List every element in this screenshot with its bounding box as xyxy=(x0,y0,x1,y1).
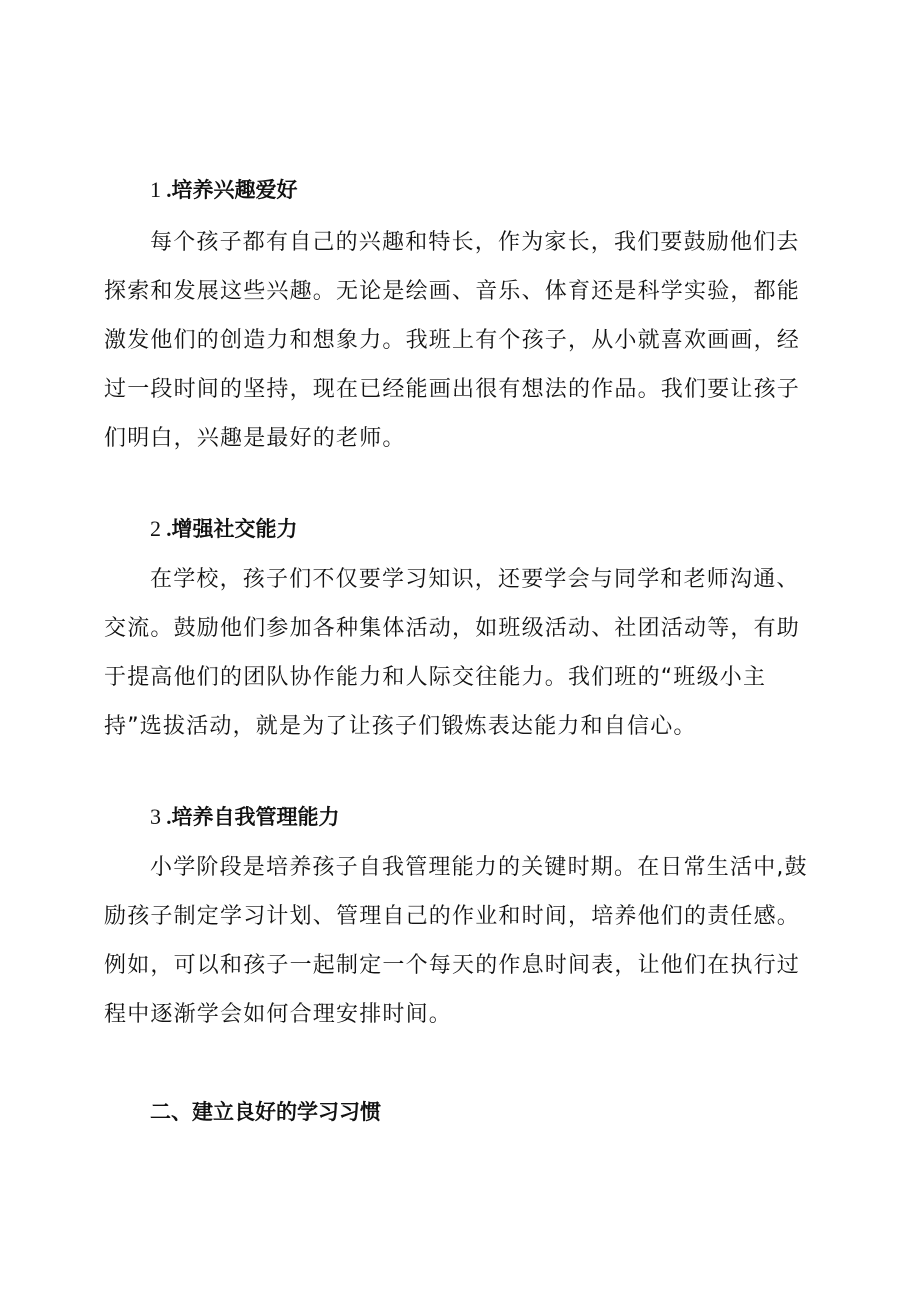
section-1-title: 培养兴趣爱好 xyxy=(171,178,298,202)
section-3-paragraph xyxy=(104,843,824,1039)
paragraph-line: 持”选拔活动，就是为了让孩子们锻炼表达能力和自信心。 xyxy=(104,714,697,739)
paragraph-line: 过一段时间的坚持，现在已经能画出很有想法的作品。我们要让孩子 xyxy=(104,377,801,402)
section-2-paragraph xyxy=(104,555,824,751)
section-1-number: 1 xyxy=(150,177,161,202)
chapter-heading: 二、建立良好的学习习惯 xyxy=(150,1100,381,1124)
section-3-title: 培养自我管理能力 xyxy=(171,805,340,829)
paragraph-line: 在学校，孩子们不仅要学习知识，还要学会与同学和老师沟通、 xyxy=(150,567,800,592)
section-2-separator: . xyxy=(161,517,172,541)
paragraph-line: 激发他们的创造力和想象力。我班上有个孩子，从小就喜欢画画，经 xyxy=(104,328,801,353)
paragraph-line: 程中逐渐学会如何合理安排时间。 xyxy=(104,1002,453,1027)
section-3-heading xyxy=(150,802,340,832)
paragraph-line: 小学阶段是培养孩子自我管理能力的关键时期。在日常生活中,鼓 xyxy=(150,855,808,880)
paragraph-line: 于提高他们的团队协作能力和人际交往能力。我们班的“班级小主 xyxy=(104,665,767,690)
section-3-separator: . xyxy=(161,805,172,829)
paragraph-line: 们明白，兴趣是最好的老师。 xyxy=(104,426,406,451)
section-1-heading xyxy=(150,175,298,205)
paragraph-line: 每个孩子都有自己的兴趣和特长，作为家长，我们要鼓励他们去 xyxy=(150,230,800,255)
paragraph-line: 探索和发展这些兴趣。无论是绘画、音乐、体育还是科学实验，都能 xyxy=(104,279,801,304)
section-2-heading xyxy=(150,514,298,544)
paragraph-line: 励孩子制定学习计划、管理自己的作业和时间，培养他们的责任感。 xyxy=(104,904,801,929)
paragraph-line: 交流。鼓励他们参加各种集体活动，如班级活动、社团活动等，有助 xyxy=(104,616,801,641)
section-2-number: 2 xyxy=(150,516,161,541)
section-1-separator: . xyxy=(161,178,172,202)
section-2-title: 增强社交能力 xyxy=(171,517,298,541)
section-1-paragraph xyxy=(104,218,824,463)
section-3-number: 3 xyxy=(150,804,161,829)
paragraph-line: 例如，可以和孩子一起制定一个每天的作息时间表，让他们在执行过 xyxy=(104,953,801,978)
